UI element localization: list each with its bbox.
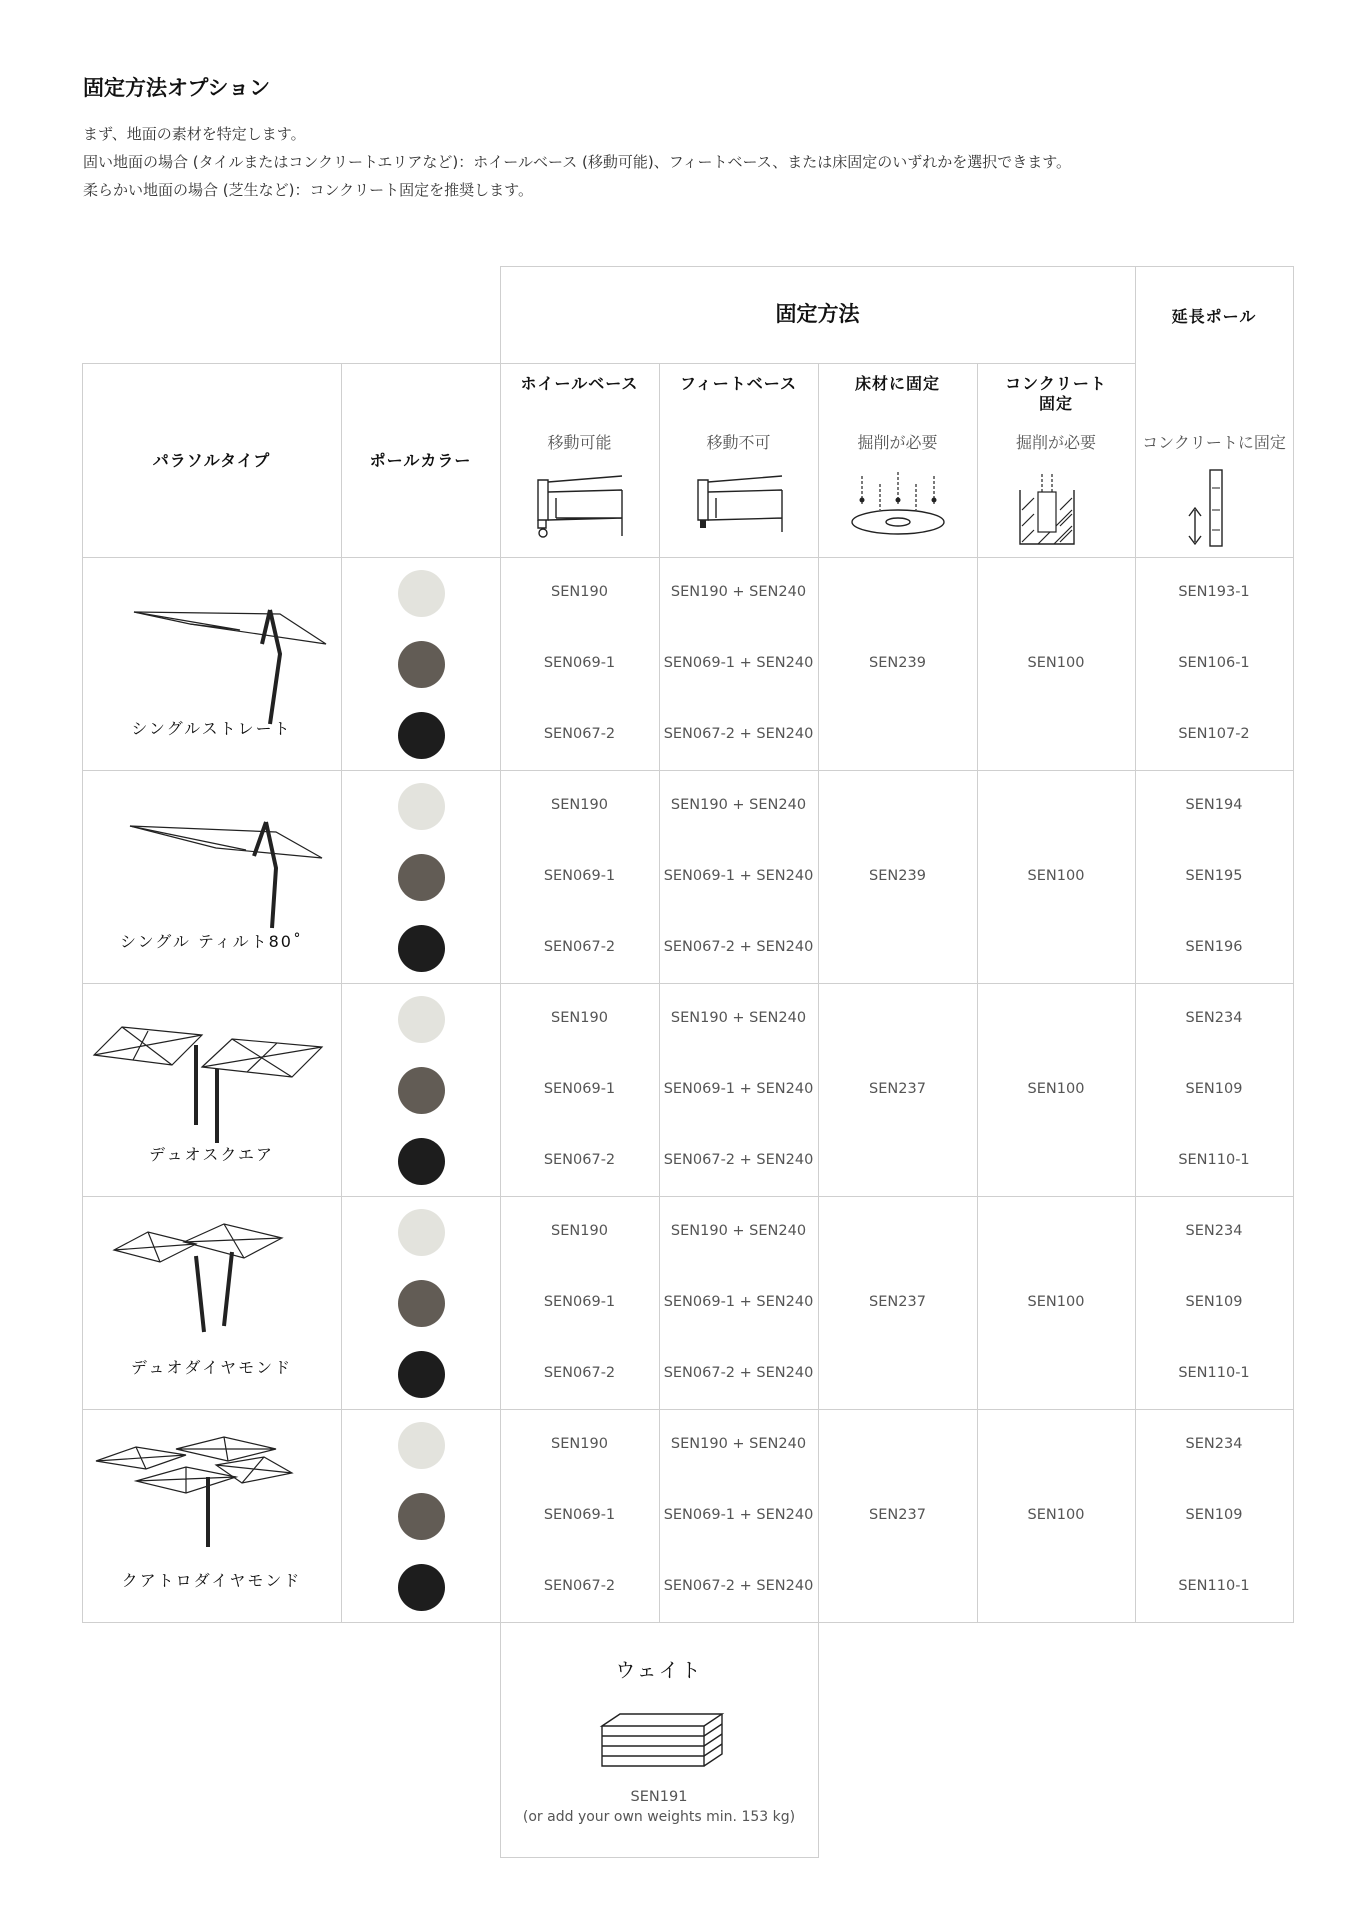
extension-pole-code: SEN110-1 [1178, 1578, 1250, 1594]
wheel-base-code: SEN069-1 [543, 868, 616, 884]
feet-base-code: SEN067-2 + SEN240 [663, 1578, 814, 1594]
method-sub-label: 移動不可 [706, 433, 771, 452]
feet-base-code: SEN067-2 + SEN240 [663, 726, 814, 742]
method-label: フィートベース [680, 374, 797, 393]
feet-base-code: SEN190 + SEN240 [670, 584, 807, 600]
pole-color-swatch [398, 1209, 445, 1256]
pole-color-swatch [398, 1280, 445, 1327]
pole-color-swatch [398, 641, 445, 688]
extension-pole-code: SEN109 [1185, 1294, 1243, 1310]
extension-pole-icon [1175, 468, 1245, 548]
wheel-base-code: SEN067-2 [543, 1152, 616, 1168]
wheel-base-code: SEN069-1 [543, 1507, 616, 1523]
wheel-base-code: SEN067-2 [543, 726, 616, 742]
extension-pole-code: SEN110-1 [1178, 1152, 1250, 1168]
pole-color-swatch [398, 570, 445, 617]
floor-anchor-icon [848, 470, 948, 542]
method-sub-label: 移動可能 [547, 433, 612, 452]
feet-base-code: SEN069-1 + SEN240 [663, 1507, 814, 1523]
weight-stack-icon [600, 1712, 724, 1768]
pole-color-swatch [398, 1564, 445, 1611]
extension-pole-code: SEN234 [1185, 1223, 1243, 1239]
pole-color-swatch [398, 1351, 445, 1398]
feet-base-code: SEN067-2 + SEN240 [663, 939, 814, 955]
parasol-illustration [114, 1222, 314, 1342]
method-sub-label: 掘削が必要 [857, 433, 938, 452]
feet-base-code: SEN069-1 + SEN240 [663, 1081, 814, 1097]
pole-color-swatch [398, 712, 445, 759]
wheel-base-code: SEN190 [551, 1436, 608, 1452]
wheel-base-code: SEN067-2 [543, 1578, 616, 1594]
floor-anchor-code: SEN237 [869, 1294, 926, 1310]
extension-pole-code: SEN195 [1185, 868, 1243, 884]
parasol-type-name: シングルストレート [131, 719, 292, 738]
feet-base-code: SEN190 + SEN240 [670, 1010, 807, 1026]
intro-line: 固い地面の場合 (タイルまたはコンクリートエリアなど)：ホイールベース (移動可能)、フィートベース、または床固定のいずれかを選択できます。 [83, 153, 1072, 171]
feet-base-code: SEN069-1 + SEN240 [663, 1294, 814, 1310]
extension-sub-label: コンクリートに固定 [1142, 433, 1286, 452]
intro-line: 柔らかい地面の場合 (芝生など)：コンクリート固定を推奨します。 [83, 181, 533, 199]
feet-base-code: SEN067-2 + SEN240 [663, 1365, 814, 1381]
extension-pole-code: SEN234 [1185, 1436, 1243, 1452]
extension-pole-code: SEN193-1 [1178, 584, 1250, 600]
feet-base-code: SEN067-2 + SEN240 [663, 1152, 814, 1168]
concrete-anchor-code: SEN100 [1027, 1081, 1085, 1097]
weight-note: (or add your own weights min. 153 kg) [522, 1809, 796, 1825]
feet-base-code: SEN190 + SEN240 [670, 1436, 807, 1452]
wheel-base-code: SEN190 [551, 1010, 608, 1026]
intro-line: まず、地面の素材を特定します。 [83, 125, 306, 143]
method-label: 床材に固定 [854, 374, 940, 393]
wheel-base-code: SEN069-1 [543, 1294, 616, 1310]
method-sub-label: 掘削が必要 [1015, 433, 1096, 452]
extension-header: 延長ポール [1171, 307, 1257, 326]
extension-pole-code: SEN109 [1185, 1081, 1243, 1097]
floor-anchor-code: SEN239 [869, 655, 926, 671]
parasol-illustration [92, 1015, 332, 1145]
extension-pole-code: SEN107-2 [1178, 726, 1250, 742]
concrete-anchor-code: SEN100 [1027, 655, 1085, 671]
pole-color-header: ポールカラー [369, 451, 472, 470]
concrete-anchor-code: SEN100 [1027, 1507, 1085, 1523]
weight-code: SEN191 [630, 1789, 688, 1805]
parasol-type-name: シングル ティルト80˚ [120, 932, 303, 951]
wheel-base-code: SEN069-1 [543, 655, 616, 671]
pole-color-swatch [398, 854, 445, 901]
feet-base-code: SEN190 + SEN240 [670, 1223, 807, 1239]
floor-anchor-code: SEN237 [869, 1507, 926, 1523]
floor-anchor-code: SEN239 [869, 868, 926, 884]
pole-color-swatch [398, 783, 445, 830]
pole-color-swatch [398, 1138, 445, 1185]
concrete-anchor-icon [1018, 470, 1078, 546]
parasol-type-name: デュオダイヤモンド [130, 1358, 293, 1377]
extension-pole-code: SEN194 [1185, 797, 1243, 813]
wheel-base-code: SEN190 [551, 584, 608, 600]
wheel-base-icon [530, 470, 630, 542]
concrete-anchor-code: SEN100 [1027, 868, 1085, 884]
page-title: 固定方法オプション [83, 76, 271, 100]
feet-base-code: SEN069-1 + SEN240 [663, 868, 814, 884]
pole-color-swatch [398, 1067, 445, 1114]
parasol-type-name: クアトロダイヤモンド [121, 1571, 302, 1590]
feet-base-code: SEN069-1 + SEN240 [663, 655, 814, 671]
wheel-base-code: SEN067-2 [543, 939, 616, 955]
parasol-illustration [130, 604, 330, 734]
feet-base-icon [690, 470, 790, 542]
wheel-base-code: SEN190 [551, 1223, 608, 1239]
wheel-base-code: SEN067-2 [543, 1365, 616, 1381]
method-label: コンクリート 固定 [1005, 374, 1107, 413]
intro-text [83, 120, 1071, 204]
wheel-base-code: SEN190 [551, 797, 608, 813]
extension-pole-code: SEN106-1 [1178, 655, 1250, 671]
weight-title: ウェイト [615, 1658, 703, 1682]
group-header: 固定方法 [775, 302, 860, 326]
pole-color-swatch [398, 925, 445, 972]
concrete-anchor-code: SEN100 [1027, 1294, 1085, 1310]
method-label: ホイールベース [520, 374, 639, 393]
extension-pole-code: SEN110-1 [1178, 1365, 1250, 1381]
pole-color-swatch [398, 996, 445, 1043]
wheel-base-code: SEN069-1 [543, 1081, 616, 1097]
extension-pole-code: SEN196 [1185, 939, 1243, 955]
pole-color-swatch [398, 1493, 445, 1540]
parasol-illustration [126, 818, 326, 938]
extension-pole-code: SEN234 [1185, 1010, 1243, 1026]
parasol-illustration [96, 1437, 336, 1557]
extension-pole-code: SEN109 [1185, 1507, 1243, 1523]
pole-color-swatch [398, 1422, 445, 1469]
parasol-type-name: デュオスクエア [148, 1145, 275, 1164]
parasol-type-header: パラソルタイプ [152, 451, 271, 470]
floor-anchor-code: SEN237 [869, 1081, 926, 1097]
feet-base-code: SEN190 + SEN240 [670, 797, 807, 813]
